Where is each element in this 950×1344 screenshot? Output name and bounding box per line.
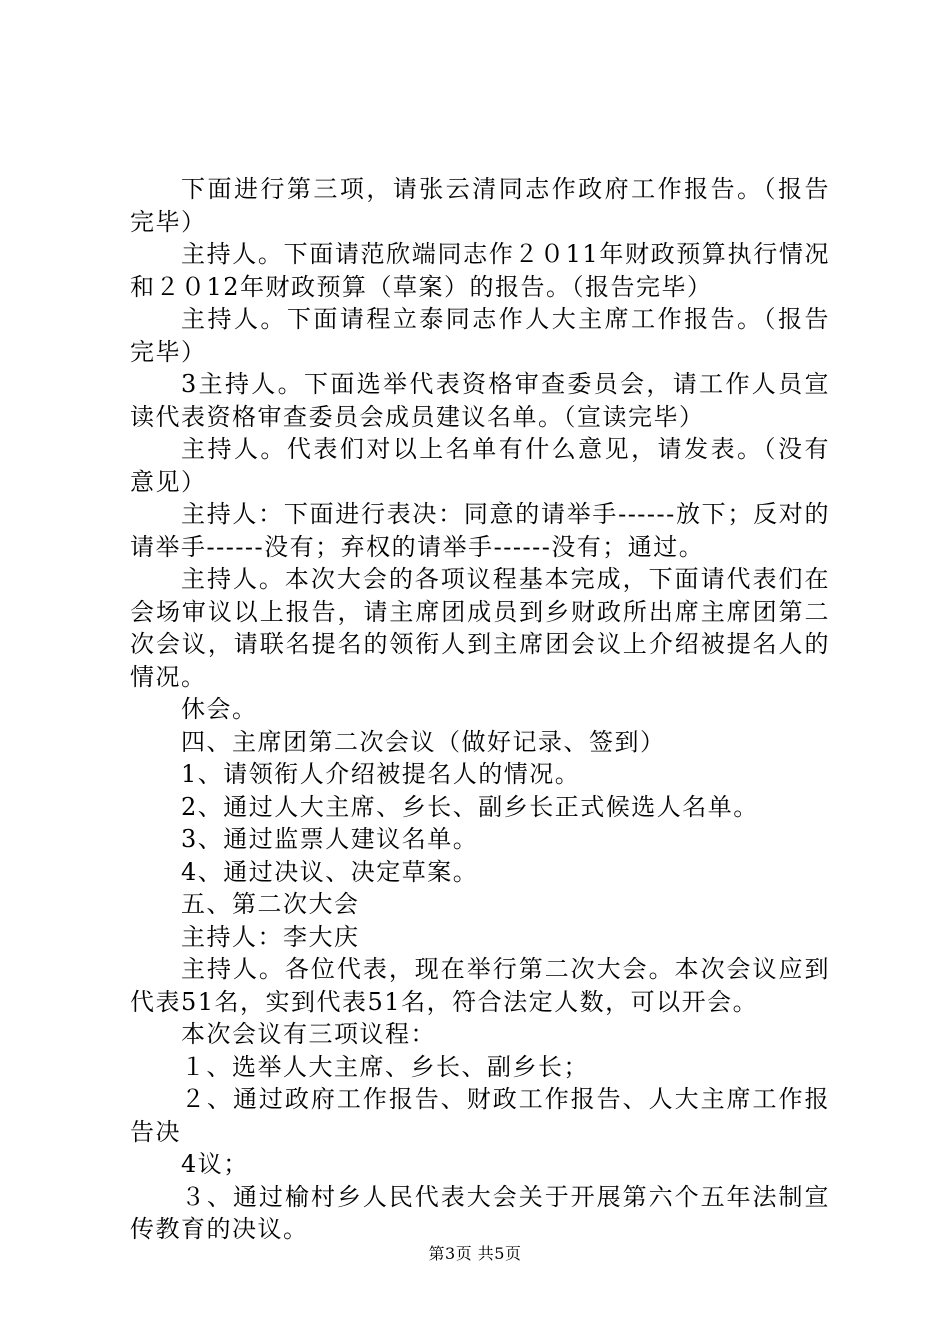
paragraph-5: 主持人。代表们对以上名单有什么意见，请发表。（没有意见） <box>130 435 830 496</box>
paragraph-1: 下面进行第三项，请张云清同志作政府工作报告。（报告完毕） <box>130 175 830 236</box>
agenda-item-1: １、选举人大主席、乡长、副乡长； <box>181 1052 589 1081</box>
paragraph-6: 主持人：下面进行表决：同意的请举手------放下；反对的请举手------没有；弃权的请举手------没有；通过。 <box>130 500 830 561</box>
list-item-1: 1、请领衔人介绍被提名人的情况。 <box>181 760 581 788</box>
list-item-2: 2、通过人大主席、乡长、副乡长正式候选人名单。 <box>181 792 759 821</box>
agenda-item-2: ２、通过政府工作报告、财政工作报告、人大主席工作报告决 <box>130 1085 830 1146</box>
paragraph-7: 主持人。本次大会的各项议程基本完成，下面请代表们在会场审议以上报告，请主席团成员到乡财政所出席主席团第二次会议，请联名提名的领衔人到主席团会议上介绍被提名人的情况。 <box>130 565 830 691</box>
list-item-3: 3、通过监票人建议名单。 <box>181 825 479 853</box>
document-body <box>130 173 830 1246</box>
list-item-4: 4、通过决议、决定草案。 <box>181 857 479 886</box>
paragraph-2: 主持人。下面请范欣端同志作２０11年财政预算执行情况和２０12年财政预算（草案）的报告。（报告完毕） <box>130 240 830 301</box>
page-footer: 第3页 共5页 <box>428 1244 522 1263</box>
agenda-intro: 本次会议有三项议程： <box>181 1020 436 1048</box>
paragraph-3: 主持人。下面请程立泰同志作人大主席工作报告。（报告完毕） <box>130 305 830 366</box>
section-heading-4: 四、主席团第二次会议（做好记录、签到） <box>181 727 666 756</box>
paragraph-4: 3主持人。下面选举代表资格审查委员会，请工作人员宣读代表资格审查委员会成员建议名单。（宣读完毕） <box>130 370 830 431</box>
host-line: 主持人：李大庆 <box>181 922 360 951</box>
paragraph-8: 休会。 <box>181 695 258 723</box>
agenda-item-3: ３、通过榆村乡人民代表大会关于开展第六个五年法制宣传教育的决议。 <box>130 1182 830 1243</box>
section-heading-5: 五、第二次大会 <box>181 890 360 918</box>
agenda-item-2-continued: 4议； <box>181 1150 249 1178</box>
paragraph-opening: 主持人。各位代表，现在举行第二次大会。本次会议应到代表51名，实到代表51名，符合法定人数，可以开会。 <box>130 955 830 1016</box>
